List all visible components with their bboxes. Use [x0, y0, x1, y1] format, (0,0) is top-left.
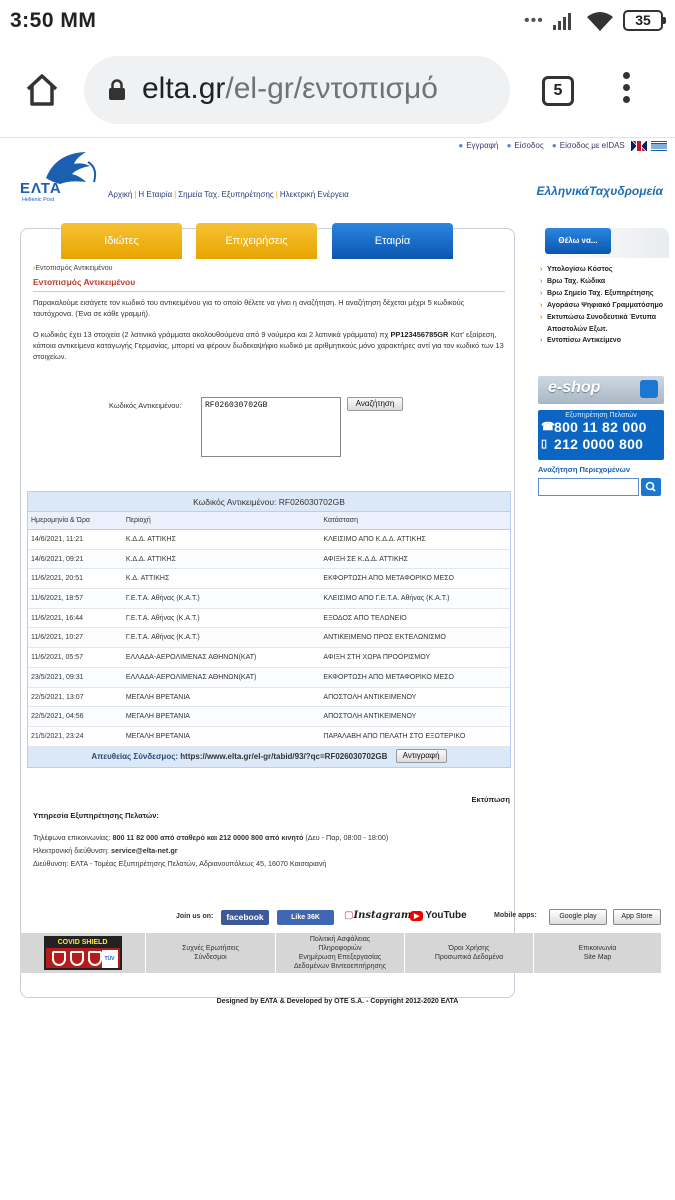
cell-datetime: 11/6/2021, 10:27: [31, 634, 84, 642]
cell-status: ΚΛΕΙΣΙΜΟ ΑΠΟ Κ.Δ.Δ. ΑΤΤΙΚΗΣ: [323, 536, 426, 543]
table-row: [28, 648, 510, 668]
table-row: [28, 609, 510, 629]
eshop-text: e-shop: [548, 379, 601, 396]
table-row: [28, 707, 510, 727]
copyright-credits: Designed by ΕΛΤΑ & Developed by OTE S.A. - Copyright 2012-2020 ΕΛΤΑ: [216, 998, 459, 1005]
table-row: [28, 550, 510, 570]
direct-link-label: Απευθείας Σύνδεσμος:: [91, 751, 179, 761]
intro-paragraph: Παρακαλούμε εισάγετε τον κωδικό του αντικειμένου για το οποίο θέλετε να γίνει η αναζήτηση. Η αναζήτηση δέχεται μέχρι 5 κωδικούς ταυτόχρονα. (Ένα σε κάθε γραμμή).: [33, 298, 465, 318]
content-search-label: Αναζήτηση Περιεχομένων: [538, 465, 631, 474]
phones-hours: (Δευ - Παρ, 08:00 - 18:00): [303, 833, 389, 842]
code-label: Κωδικός Αντικειμένου:: [109, 401, 182, 410]
top-links: [452, 141, 667, 151]
footer-link-privacy[interactable]: Προσωπικά Δεδομένα: [434, 954, 504, 961]
sidebar-item-service-point[interactable]: › Βρω Σημείο Ταχ. Εξυπηρέτησης: [540, 288, 668, 300]
cell-datetime: 11/6/2021, 18:57: [31, 595, 84, 603]
notification-dots: •••: [524, 12, 544, 29]
cell-area: ΜΕΓΑΛΗ ΒΡΕΤΑΝΙΑ: [125, 732, 190, 740]
cell-status: ΑΠΟΣΤΟΛΗ ΑΝΤΙΚΕΙΜΕΝΟΥ: [323, 693, 417, 701]
table-row: [28, 628, 510, 648]
elta-logo[interactable]: [16, 148, 106, 208]
sidebar-item-forms[interactable]: › Εκτυπώσω Συνοδευτικά Έντυπα Αποστολών Εξωτ.: [540, 312, 668, 336]
header-datetime: Ημερομηνία & Ώρα: [31, 517, 90, 524]
join-us-label: Join us on:: [176, 913, 214, 920]
results-table: [27, 491, 511, 768]
register-link[interactable]: ● Εγγραφή: [458, 141, 498, 150]
cell-status: ΕΚΦΟΡΤΩΣΗ ΑΠΟ ΜΕΤΑΦΟΡΙΚΟ ΜΕΣΟ: [323, 673, 454, 681]
google-play-badge[interactable]: Google play: [549, 909, 607, 925]
cell-status: ΚΛΕΙΣΙΜΟ ΑΠΟ Γ.Ε.Τ.Α. Αθήνας (Κ.Α.Τ.): [323, 595, 450, 603]
covid-shield-text: COVID SHIELD: [46, 938, 120, 948]
header-area: Περιοχή: [125, 517, 151, 524]
greek-flag-icon[interactable]: [651, 141, 667, 151]
nav-energy[interactable]: Ηλεκτρική Ενέργεια: [279, 190, 349, 199]
table-header: [28, 512, 510, 530]
cell-area: ΜΕΓΑΛΗ ΒΡΕΤΑΝΙΑ: [125, 713, 190, 721]
url-path: /el-gr/εντοπισμό: [225, 72, 438, 105]
cell-status: ΑΠΟΣΤΟΛΗ ΑΝΤΙΚΕΙΜΕΝΟΥ: [323, 713, 417, 721]
instagram-link[interactable]: ▢ Instagram: [344, 910, 411, 921]
cell-status: ΑΝΤΙΚΕΙΜΕΝΟ ΠΡΟΣ ΕΚΤΕΛΩΝΙΣΜΟ: [323, 634, 446, 642]
tab-businesses[interactable]: Επιχειρήσεις: [196, 223, 317, 259]
cell-area: Κ.Δ. ΑΤΤΙΚΗΣ: [125, 575, 170, 583]
search-icon[interactable]: [641, 478, 661, 496]
cell-datetime: 23/5/2021, 09:31: [31, 673, 84, 681]
footer-link-contact[interactable]: Επικοινωνία: [578, 945, 617, 952]
cell-area: Κ.Δ.Δ. ΑΤΤΙΚΗΣ: [125, 536, 176, 543]
shield-icon: [52, 951, 66, 966]
cart-icon: [640, 380, 658, 398]
facebook-like-button[interactable]: Like 36K: [277, 910, 334, 925]
phones-numbers: 800 11 82 000 από σταθερό και 212 0000 800 από κινητό: [112, 833, 304, 842]
cell-area: Κ.Δ.Δ. ΑΤΤΙΚΗΣ: [125, 555, 176, 563]
footer-cell-faq: [146, 933, 276, 973]
contact-address: [33, 859, 503, 868]
direct-link[interactable]: https://www.elta.gr/el-gr/tabid/93/?qc=RF026030702GB: [180, 751, 388, 761]
eshop-banner[interactable]: [538, 376, 664, 404]
phones-label: Τηλέφωνα επικοινωνίας:: [33, 833, 113, 842]
tuv-logo: TÜV: [102, 950, 118, 968]
cell-datetime: 14/6/2021, 11:21: [31, 536, 84, 543]
battery-icon: 35: [623, 10, 663, 31]
footer-link-faq[interactable]: Συχνές Ερωτήσεις: [182, 945, 239, 952]
customer-service-heading: Εξυπηρέτηση Πελατών: [565, 412, 637, 419]
nav-service-points[interactable]: Σημεία Ταχ. Εξυπηρέτησης: [178, 190, 274, 199]
tracking-code-input[interactable]: [201, 397, 341, 457]
login-link[interactable]: ● Είσοδος: [507, 141, 544, 150]
heart-shield-icon: [70, 951, 84, 966]
footer-link-cctv-2[interactable]: Δεδομένων Βιντεοεπιτήρησης: [293, 963, 387, 970]
cell-datetime: 11/6/2021, 05:57: [31, 654, 84, 662]
cell-area: ΜΕΓΑΛΗ ΒΡΕΤΑΝΙΑ: [125, 693, 190, 701]
phone-mobile: ▯ 212 0000 800: [538, 436, 664, 453]
results-caption: Κωδικός Αντικειμένου: RF026030702GB: [28, 492, 510, 512]
tab-individuals[interactable]: Ιδιώτες: [61, 223, 182, 259]
email-link[interactable]: service@elta-net.gr: [110, 846, 178, 855]
sidebar-item-stamp[interactable]: › Αγοράσω Ψηφιακό Γραμματόσημο: [540, 300, 668, 312]
title-divider: [33, 291, 505, 292]
url-host: elta.gr: [142, 72, 226, 105]
cell-area: Γ.Ε.Τ.Α. Αθήνας (Κ.Α.Τ.): [125, 634, 200, 642]
format-text-b: Κατ' εξαίρεση, κάποια αντικείμενα καταγωγής Γερμανίας, μπορεί να φέρουν δωδεκαψήφιο κωδικό με αριθμητικούς μόνο χαρακτήρες αντί για τον κωδικό των 13 στοιχείων.: [33, 330, 504, 361]
cell-area: ΕΛΛΑΔΑ-ΑΕΡΟΛΙΜΕΝΑΣ ΑΘΗΝΩΝ(ΚΑΤ): [125, 673, 257, 681]
brand-wordmark: ΕλληνικάΤαχυδρομεία: [536, 184, 663, 198]
nav-home[interactable]: Αρχική: [108, 190, 133, 199]
contact-email: [33, 846, 503, 855]
mobile-apps-label: Mobile apps:: [494, 912, 537, 919]
cell-datetime: 21/5/2021, 23:24: [31, 732, 84, 740]
app-store-badge[interactable]: App Store: [613, 909, 661, 925]
main-nav: Αρχική | Η Εταιρία | Σημεία Ταχ. Εξυπηρέτησης | Ηλεκτρική Ενέργεια: [108, 190, 349, 199]
tab-company[interactable]: Εταιρία: [332, 223, 453, 259]
browser-toolbar: [0, 42, 675, 138]
nav-company[interactable]: Η Εταιρία: [138, 190, 173, 199]
format-paragraph: [33, 329, 505, 362]
contact-phones: [33, 833, 503, 842]
main-content: [20, 228, 515, 998]
format-text-a: Ο κωδικός έχει 13 στοιχεία (2 λατινικά γράμματα ακολουθούμενα από 9 νούμερα και 2 λατινικά γράμματα) πχ: [33, 330, 391, 339]
print-link[interactable]: Εκτύπωση: [471, 795, 510, 804]
cell-area: ΕΛΛΑΔΑ-ΑΕΡΟΛΙΜΕΝΑΣ ΑΘΗΝΩΝ(ΚΑΤ): [125, 654, 257, 662]
lock-icon: [108, 79, 126, 101]
status-time: 3:50 MM: [10, 9, 97, 32]
status-bar: [0, 0, 675, 42]
footer-link-security-1[interactable]: Πολιτική Ασφάλειας: [309, 936, 371, 943]
cell-status: ΑΦΙΞΗ ΣΕ Κ.Δ.Δ. ΑΤΤΙΚΗΣ: [323, 555, 409, 563]
sidebar-menu: [536, 228, 669, 370]
cell-datetime: 11/6/2021, 20:51: [31, 575, 84, 583]
more-vert-icon[interactable]: [620, 72, 632, 108]
footer-link-sitemap[interactable]: Site Map: [583, 954, 612, 961]
table-row: [28, 589, 510, 609]
eidas-login-link[interactable]: ● Είσοδος με eIDAS: [552, 141, 625, 150]
signal-icon: [552, 11, 576, 31]
cell-status: ΠΑΡΑΛΑΒΗ ΑΠΟ ΠΕΛΑΤΗ ΣΤΟ ΕΞΩΤΕΡΙΚΟ: [323, 732, 466, 740]
search-button[interactable]: Αναζήτηση: [347, 397, 403, 411]
content-search-input[interactable]: [538, 478, 639, 496]
covid-shield-badge[interactable]: [44, 936, 122, 970]
check-shield-icon: [88, 951, 102, 966]
want-to-button[interactable]: Θέλω να...: [545, 228, 611, 254]
address-label: Διεύθυνση:: [33, 859, 71, 868]
copy-button[interactable]: Αντιγραφή: [396, 749, 447, 763]
cell-status: ΕΞΟΔΟΣ ΑΠΟ ΤΕΛΩΝΕΙΟ: [323, 614, 407, 622]
table-row: [28, 668, 510, 688]
footer-cell-contact: [534, 933, 661, 973]
sidebar-item-track[interactable]: › Εντοπίσω Αντικείμενο: [540, 335, 668, 347]
table-row: [28, 727, 510, 747]
cell-area: Γ.Ε.Τ.Α. Αθήνας (Κ.Α.Τ.): [125, 595, 200, 603]
home-icon[interactable]: [22, 70, 62, 110]
email-label: Ηλεκτρονική διεύθυνση:: [33, 846, 111, 855]
footer-cell-security: [276, 933, 405, 973]
table-row: [28, 569, 510, 589]
uk-flag-icon[interactable]: [631, 141, 647, 151]
footer-cell-terms: [405, 933, 534, 973]
web-page: [0, 138, 675, 1200]
youtube-link[interactable]: ▶ YouTube: [410, 910, 467, 921]
url-text: [142, 72, 438, 106]
footer-link-terms[interactable]: Όροι Χρήσης: [448, 945, 490, 952]
covid-shield-cell: [20, 933, 146, 973]
logo-subtext: Hellenic Post: [22, 197, 55, 203]
service-heading: Υπηρεσία Εξυπηρέτησης Πελατών:: [33, 811, 159, 820]
cell-status: ΕΚΦΟΡΤΩΣΗ ΑΠΟ ΜΕΤΑΦΟΡΙΚΟ ΜΕΣΟ: [323, 575, 454, 583]
cell-status: ΑΦΙΞΗ ΣΤΗ ΧΩΡΑ ΠΡΟΟΡΙΣΜΟΥ: [323, 654, 431, 662]
table-row: [28, 530, 510, 550]
page-title: Εντοπισμός Αντικειμένου: [33, 277, 136, 287]
cell-datetime: 14/6/2021, 09:21: [31, 555, 84, 563]
tab-switcher-icon[interactable]: 5: [542, 76, 574, 106]
footer-links: [20, 933, 661, 973]
sidebar-links: [540, 264, 668, 347]
breadcrumb[interactable]: › Εντοπισμός Αντικειμένου: [33, 265, 112, 272]
header-status: Κατάσταση: [323, 517, 358, 524]
cell-area: Γ.Ε.Τ.Α. Αθήνας (Κ.Α.Τ.): [125, 614, 200, 622]
phone-landline: ☎ 800 11 82 000: [538, 419, 664, 436]
address-bar[interactable]: [84, 56, 510, 124]
footer-link-cctv-1[interactable]: Ενημέρωση Επεξεργασίας: [298, 954, 382, 961]
customer-service-banner: [538, 410, 664, 460]
address-text: ΕΛΤΑ - Τομέας Εξυπηρέτησης Πελατών, Αδριανουπόλεως 45, 16070 Καισαριανή: [70, 859, 327, 868]
table-row: [28, 688, 510, 708]
cell-datetime: 11/6/2021, 16:44: [31, 614, 84, 622]
cell-datetime: 22/5/2021, 04:56: [31, 713, 84, 721]
table-body: [28, 530, 510, 747]
cell-datetime: 22/5/2021, 13:07: [31, 693, 84, 701]
sidebar-item-cost[interactable]: › Υπολογίσω Κόστος: [540, 264, 668, 276]
wifi-icon: [586, 10, 614, 32]
direct-link-bar: [28, 747, 510, 767]
facebook-link[interactable]: facebook: [221, 910, 269, 925]
footer-link-security-2[interactable]: Πληροφοριών: [318, 945, 362, 952]
logo-text: ΕΛΤΑ: [20, 180, 62, 197]
sidebar-item-postcode[interactable]: › Βρω Ταχ. Κώδικα: [540, 276, 668, 288]
format-example: PP123456785GR: [390, 330, 449, 339]
footer-link-links[interactable]: Σύνδεσμοι: [194, 954, 227, 961]
